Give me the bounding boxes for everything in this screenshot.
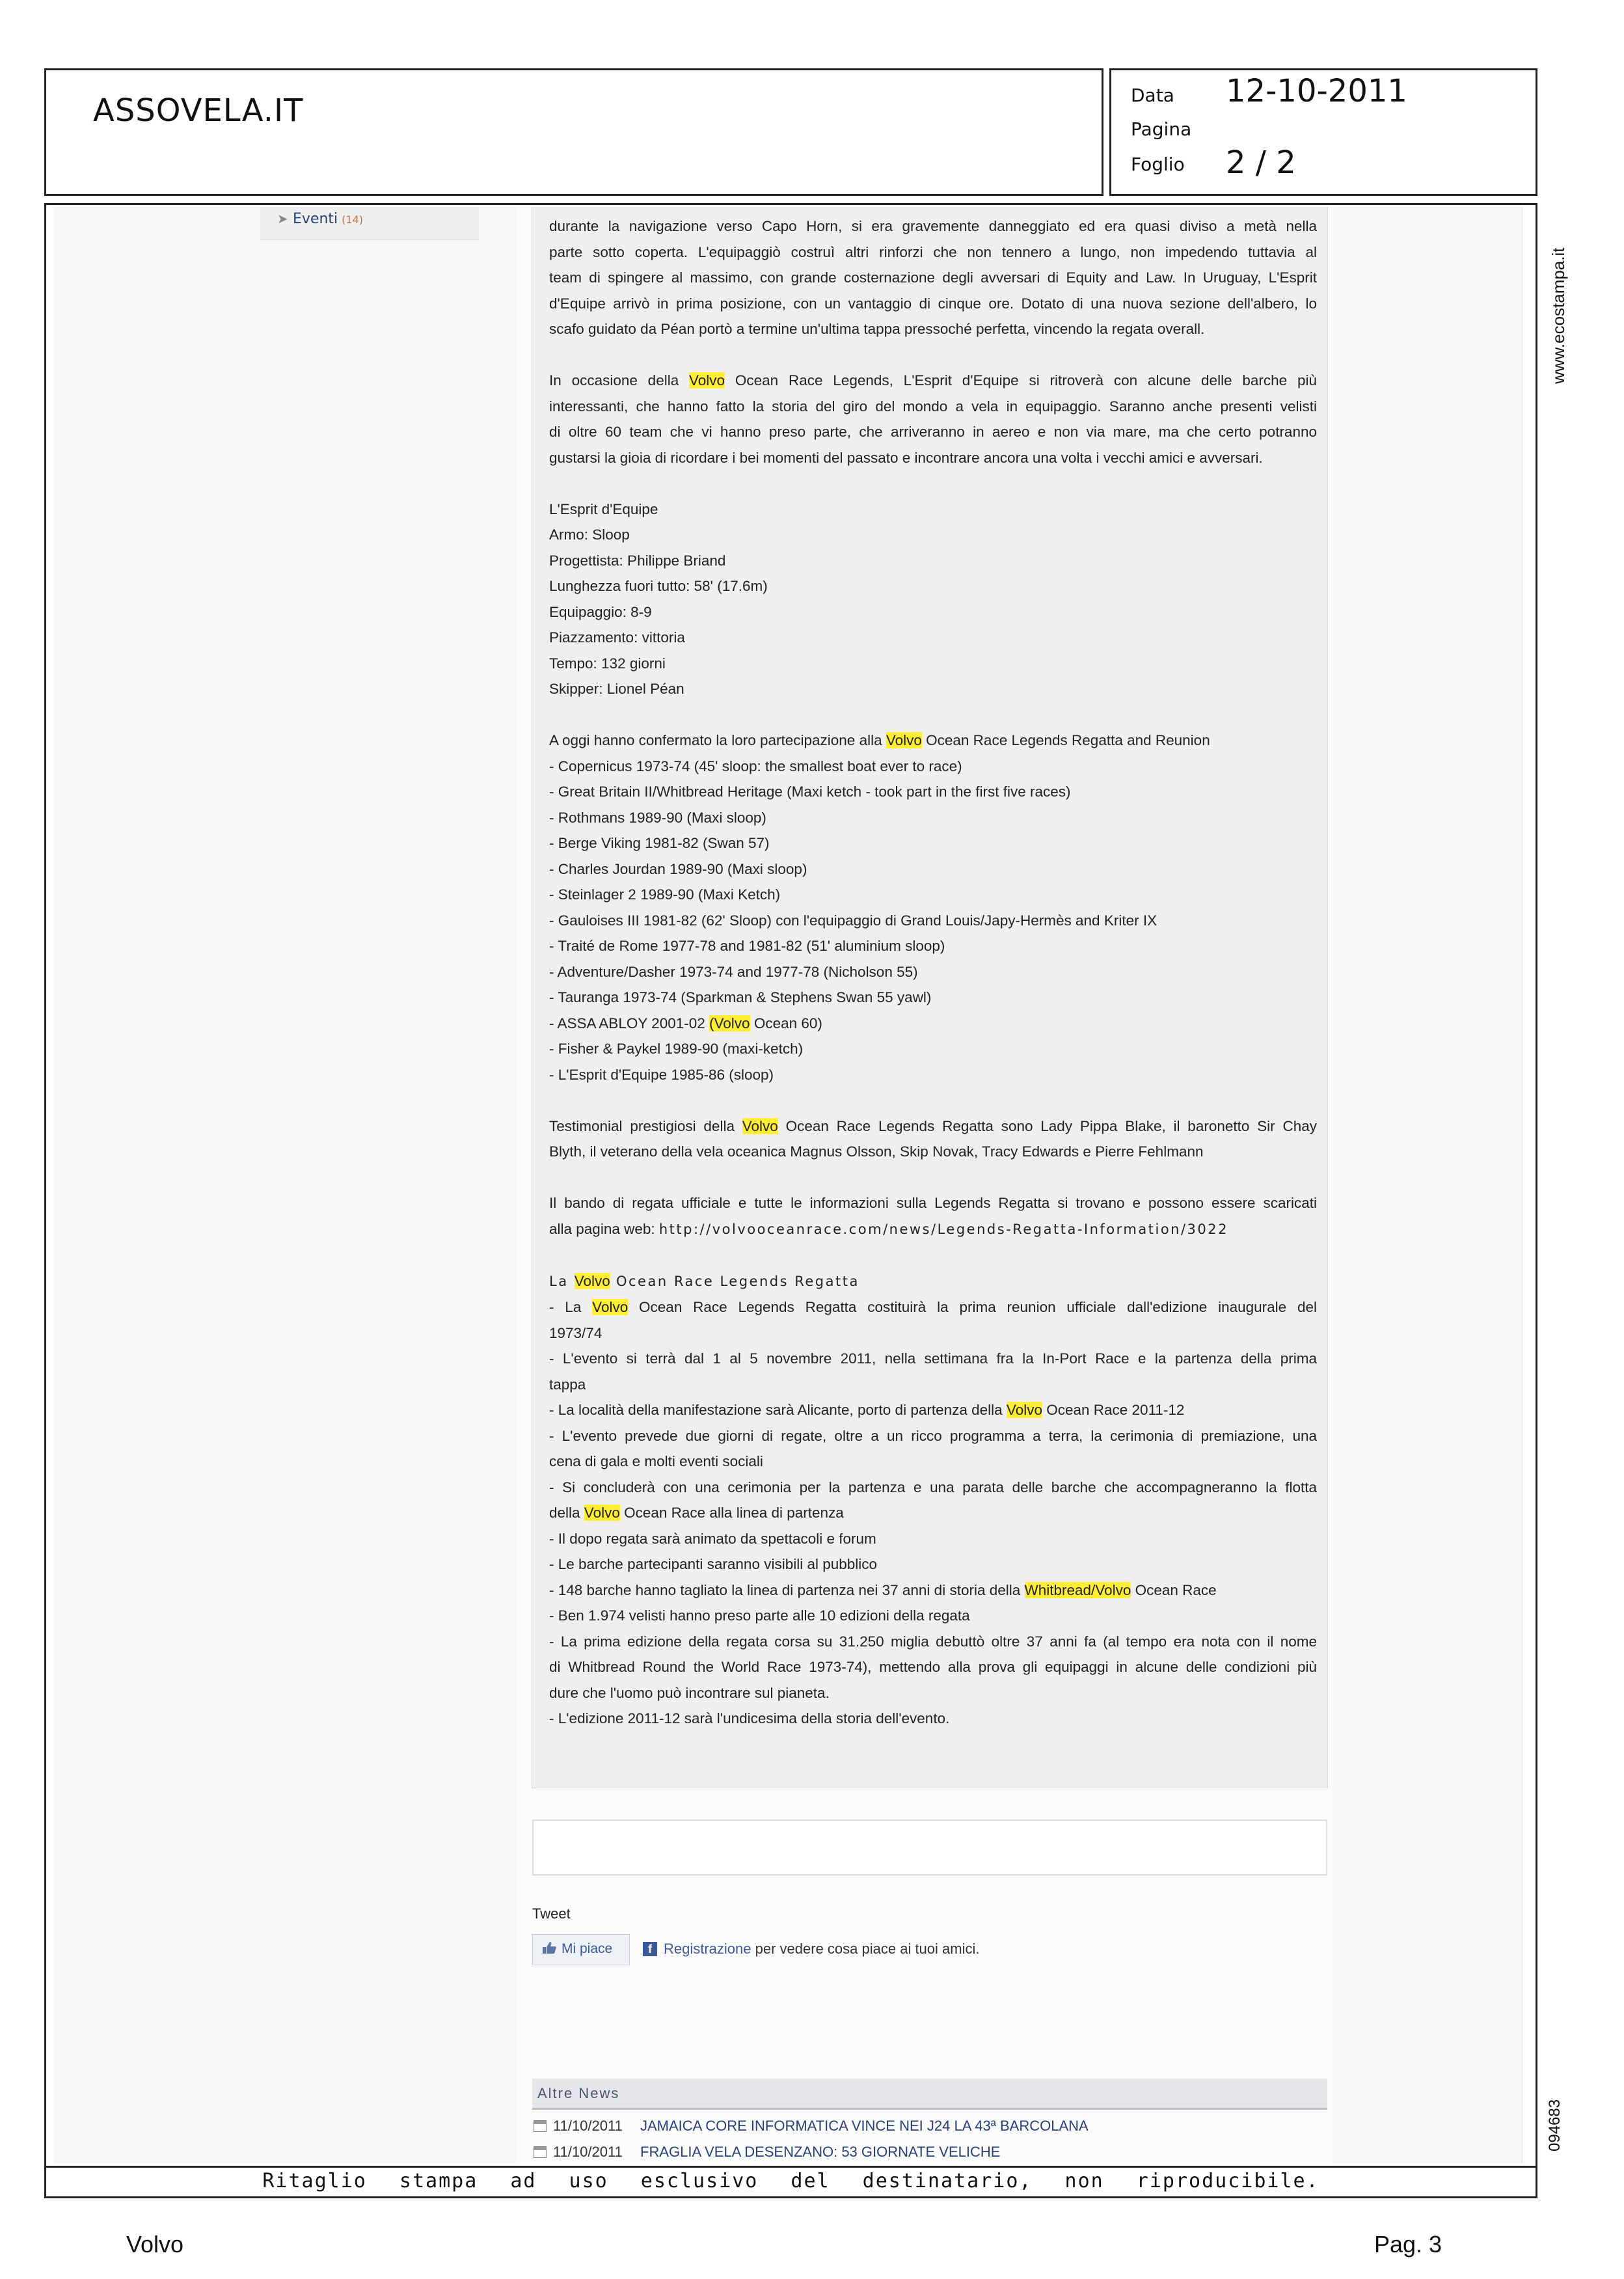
calendar-icon (534, 2120, 547, 2132)
text-line: team di spingere al massimo, con grande costernazione degli avversari di Equity and Law. In Uruguay, L'Esprit (549, 269, 1317, 286)
keyword-highlight: Volvo (742, 1117, 778, 1134)
footer-disclaimer: Ritaglio stampa ad uso esclusivo del destinatario, non riproducibile. (262, 2170, 1320, 2192)
list-item-cont: 1973/74 (549, 1324, 602, 1341)
text-line: gustarsi la gioia di ricordare i bei momenti del passato e incontrare ancora una volta i vecchi amici e avversari. (549, 449, 1263, 466)
list-item-cont: tappa (549, 1376, 586, 1393)
article-body (549, 213, 1317, 1757)
spec-line: Armo: Sloop (549, 526, 630, 543)
list-item: - Gauloises III 1981-82 (62' Sloop) con l'equipaggio di Grand Louis/Japy-Hermès and Kriter IX (549, 912, 1157, 929)
spec-line: Progettista: Philippe Briand (549, 552, 726, 569)
altre-news-title: Altre News (537, 2085, 620, 2101)
keyword-highlight: (Volvo (709, 1015, 750, 1031)
text-line: durante la navigazione verso Capo Horn, si era gravemente danneggiato ed era quasi diviso a metà nella (549, 218, 1317, 234)
list-item: - L'Esprit d'Equipe 1985-86 (sloop) (549, 1066, 774, 1083)
like-label: Mi piace (562, 1941, 613, 1956)
spec-line: Equipaggio: 8-9 (549, 603, 652, 620)
text-line: scafo guidato da Péan portò a termine un'ultima tappa pressoché perfetta, vincendo la regata overall. (549, 321, 1205, 337)
spec-line: Skipper: Lionel Péan (549, 681, 684, 697)
text-line: interessanti, che hanno fatto la storia del giro del mondo a vela in equipaggio. Saranno anche presenti velisti (549, 398, 1317, 415)
tweet-button[interactable]: Tweet (532, 1905, 571, 1922)
article-paragraph (549, 1113, 1317, 1165)
article-paragraph (549, 1190, 1317, 1242)
list-item: - L'evento prevede due giorni di regate, oltre a un ricco programma a terra, la cerimonia di premiazione, una (549, 1427, 1317, 1444)
document-code: 094683 (1546, 2099, 1563, 2151)
list-item: - La prima edizione della regata corsa su 31.250 miglia debuttò oltre 37 anni fa (al tempo era nota con il nome (549, 1633, 1317, 1650)
list-item: - ASSA ABLOY 2001-02 (Volvo Ocean 60) (549, 1015, 822, 1031)
news-title-link[interactable]: JAMAICA CORE INFORMATICA VINCE NEI J24 LA 43ª BARCOLANA (640, 2118, 1089, 2134)
list-item: - Charles Jourdan 1989-90 (Maxi sloop) (549, 860, 807, 877)
arrow-icon: ➤ (277, 211, 288, 226)
text-line: A oggi hanno confermato la loro partecipazione alla Volvo Ocean Race Legends Regatta and Reunion (549, 732, 1210, 748)
like-button[interactable] (532, 1934, 630, 1965)
legends-info-url[interactable]: http://volvooceanrace.com/news/Legends-Regatta-Information/3022 (658, 1221, 1228, 1237)
boat-specs (549, 497, 1317, 702)
list-item: - La Volvo Ocean Race Legends Regatta costituirà la prima reunion ufficiale dall'edizione inaugurale del (549, 1299, 1317, 1315)
list-item: - Le barche partecipanti saranno visibili al pubblico (549, 1556, 878, 1572)
list-item: - Rothmans 1989-90 (Maxi sloop) (549, 809, 766, 826)
sidebar-item-label: Eventi (293, 211, 338, 227)
spec-line: L'Esprit d'Equipe (549, 500, 658, 517)
list-item: - 148 barche hanno tagliato la linea di partenza nei 37 anni di storia della Whitbread/Volvo Ocean Race (549, 1581, 1217, 1598)
altre-news-header (532, 2079, 1327, 2110)
section-title: La Volvo Ocean Race Legends Regatta (549, 1272, 859, 1289)
spec-line: Piazzamento: vittoria (549, 629, 685, 646)
facebook-register-text: Registrazione per vedere cosa piace ai tuoi amici. (664, 1941, 980, 1957)
foglio-value: 2 / 2 (1226, 144, 1296, 181)
keyword-highlight: Volvo (886, 732, 922, 748)
news-date: 11/10/2011 (553, 2144, 623, 2160)
foglio-label: Foglio (1131, 154, 1185, 175)
text-line: Il bando di regata ufficiale e tutte le informazioni sulla Legends Regatta si trovano e possono essere scaricati (549, 1195, 1317, 1211)
sidebar-item-count: (14) (342, 213, 363, 226)
header-publication-box (44, 68, 1103, 196)
bottom-keyword: Volvo (126, 2231, 184, 2258)
keyword-highlight: Volvo (689, 372, 725, 389)
news-title-link[interactable]: FRAGLIA VELA DESENZANO: 53 GIORNATE VELICHE (640, 2144, 1001, 2160)
list-item-cont: dure che l'uomo può incontrare sul pianeta. (549, 1684, 830, 1701)
text-line: parte sotto coperta. L'equipaggiò costruì altri rinforzi che non tennero a lungo, non impedendo tuttavia al (549, 243, 1317, 260)
comment-box (532, 1820, 1327, 1876)
list-item: - La località della manifestazione sarà Alicante, porto di partenza della Volvo Ocean Race 2011-12 (549, 1402, 1185, 1418)
keyword-highlight: Whitbread/Volvo (1024, 1581, 1131, 1598)
list-item-cont: cena di gala e molti eventi sociali (549, 1453, 763, 1469)
text-line: Blyth, il veterano della vela oceanica Magnus Olsson, Skip Novak, Tracy Edwards e Pierre Fehlmann (549, 1143, 1204, 1160)
text-line: di oltre 60 team che vi hanno preso parte, che arriveranno in aereo e non via mare, ma che certo potranno (549, 424, 1317, 440)
data-label: Data (1131, 85, 1174, 106)
sidebar-item-eventi[interactable] (260, 207, 479, 240)
article-paragraph (549, 368, 1317, 471)
list-item: - L'evento si terrà dal 1 al 5 novembre 2011, nella settimana fra la In-Port Race e la partenza della prima (549, 1350, 1317, 1367)
thumbs-up-icon (542, 1941, 556, 1954)
left-sidebar (53, 207, 517, 2163)
text-line: d'Equipe arrivò in prima posizione, con un vantaggio di cinque ore. Dotato di una nuova sezione dell'albero, lo (549, 295, 1317, 312)
article-paragraph (549, 213, 1317, 342)
legends-facts (549, 1268, 1317, 1732)
spec-line: Lunghezza fuori tutto: 58' (17.6m) (549, 578, 768, 594)
text-line: alla pagina web: http://volvooceanrace.com/news/Legends-Regatta-Information/3022 (549, 1220, 1228, 1237)
facebook-icon: f (643, 1942, 657, 1956)
list-item-cont: di Whitbread Round the World Race 1973-74), mettendo alla prova gli equipaggi in alcune delle condizioni più (549, 1659, 1317, 1675)
register-link[interactable]: Registrazione (664, 1941, 751, 1957)
publication-name: ASSOVELA.IT (93, 92, 304, 129)
list-item: - Ben 1.974 velisti hanno preso parte alle 10 edizioni della regata (549, 1607, 970, 1624)
text-line: Testimonial prestigiosi della Volvo Ocean Race Legends Regatta sono Lady Pippa Blake, il baronetto Sir Chay (549, 1117, 1317, 1134)
keyword-highlight: Volvo (574, 1272, 610, 1289)
page-number: Pag. 3 (1374, 2231, 1442, 2258)
text-line: In occasione della Volvo Ocean Race Legends, L'Esprit d'Equipe si ritroverà con alcune delle barche più (549, 372, 1318, 389)
right-column (1333, 207, 1522, 2163)
header-info-box (1109, 68, 1537, 196)
footer-divider (44, 2166, 1537, 2168)
list-item: - L'edizione 2011-12 sarà l'undicesima della storia dell'evento. (549, 1710, 950, 1726)
list-item: - Copernicus 1973-74 (45' sloop: the smallest boat ever to race) (549, 757, 962, 774)
calendar-icon (534, 2146, 547, 2158)
list-item-cont: della Volvo Ocean Race alla linea di partenza (549, 1505, 844, 1521)
list-item: - Steinlager 2 1989-90 (Maxi Ketch) (549, 886, 781, 903)
list-item: - Adventure/Dasher 1973-74 and 1977-78 (Nicholson 55) (549, 963, 918, 980)
list-item: - Tauranga 1973-74 (Sparkman & Stephens Swan 55 yawl) (549, 989, 932, 1005)
data-value: 12-10-2011 (1226, 73, 1407, 109)
pagina-label: Pagina (1131, 118, 1192, 140)
news-date: 11/10/2011 (553, 2118, 623, 2134)
keyword-highlight: Volvo (592, 1299, 629, 1315)
spec-line: Tempo: 132 giorni (549, 655, 666, 672)
web-page-clipping (53, 207, 1528, 2163)
list-item: - Traité de Rome 1977-78 and 1981-82 (51' aluminium sloop) (549, 938, 945, 954)
list-item: - Great Britain II/Whitbread Heritage (Maxi ketch - took part in the first five races) (549, 784, 1071, 800)
list-item: - Si concluderà con una cerimonia per la partenza e una parata delle barche che accompagneranno la flotta (549, 1479, 1317, 1495)
ecostampa-vertical-label: www.ecostampa.it (1549, 247, 1568, 384)
keyword-highlight: Volvo (584, 1505, 620, 1521)
list-item: - Berge Viking 1981-82 (Swan 57) (549, 835, 770, 851)
boat-list (549, 728, 1317, 1087)
keyword-highlight: Volvo (1006, 1402, 1042, 1418)
list-item: - Fisher & Paykel 1989-90 (maxi-ketch) (549, 1041, 804, 1057)
list-item: - Il dopo regata sarà animato da spettacoli e forum (549, 1530, 876, 1547)
